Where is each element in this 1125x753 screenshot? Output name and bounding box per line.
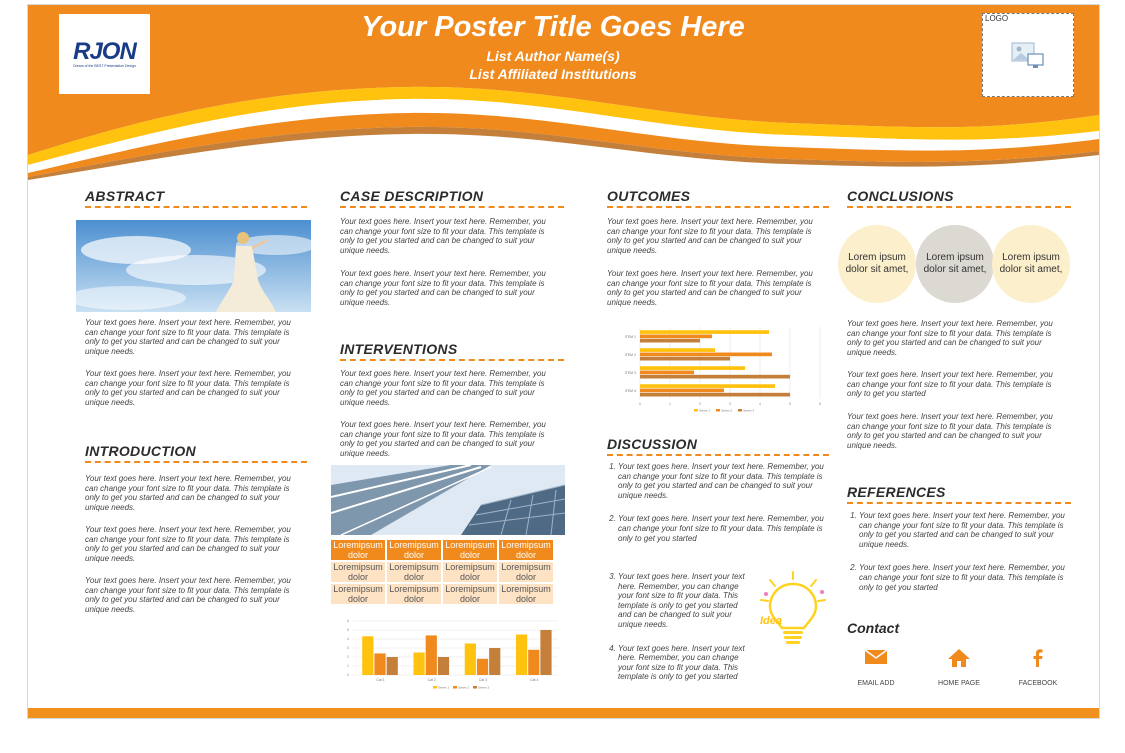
outcomes-paragraph-2: Your text goes here. Insert your text here. Remember, you can change your font size to fit your data. This template is only to get you started and can be changed to suit your unique needs.: [607, 269, 813, 307]
table-cell: Loremipsum dolor: [499, 562, 553, 582]
legend-swatch: [453, 686, 457, 689]
poster-institutions: List Affiliated Institutions: [469, 66, 637, 82]
conclusions-heading: CONCLUSIONS: [847, 188, 1071, 208]
chart-bar: [528, 650, 539, 675]
email-label: EMAIL ADD: [857, 680, 895, 687]
home-icon: [947, 648, 971, 668]
interventions-paragraph-1: Your text goes here. Insert your text here. Remember, you can change your font size to fit your data. This template is only to get you started and can be changed to suit your unique needs.: [340, 369, 546, 407]
introduction-paragraph-3: Your text goes here. Insert your text here. Remember, you can change your font size to fit your data. This template is only to get you started and can be changed to suit your unique needs.: [85, 576, 291, 614]
logo-wordmark: RJON: [73, 38, 136, 65]
legend-swatch: [716, 409, 720, 412]
idea-label: Idea: [760, 615, 783, 627]
reference-item: 2. Your text goes here. Insert your text here. Remember, you can change your font size to fit your data. This template is only to get you started: [859, 563, 1067, 592]
organization-logo: [59, 14, 150, 94]
table-row: [331, 562, 553, 582]
chart-bar: [640, 357, 730, 361]
case-paragraph-1: Your text goes here. Insert your text here. Remember, you can change your font size to fit your data. This template is only to get you started and can be changed to suit your unique needs.: [340, 217, 546, 255]
contact-heading: Contact: [847, 620, 900, 636]
y-tick-label: 0: [347, 673, 349, 678]
legend-swatch: [473, 686, 477, 689]
abstract-paragraph-1: Your text goes here. Insert your text here. Remember, you can change your font size to fit your data. This template is only to get you started and can be changed to suit your unique needs.: [85, 318, 291, 356]
horizontal-bar-chart: [594, 321, 834, 413]
building-photo: [331, 465, 565, 535]
chart-bar: [426, 635, 437, 675]
discussion-item: 3. Your text goes here. Insert your text here. Remember, you can change your font size to fit your data. This template is only to get you started and can be changed to suit your unique needs.: [618, 572, 746, 630]
category-label: ITEM 4: [624, 388, 636, 393]
reference-item: 1. Your text goes here. Insert your text here. Remember, you can change your font size to fit your data. This template is only to get you started and can be changed to suit your unique needs.: [859, 511, 1067, 549]
x-tick-label: 1: [669, 402, 671, 406]
references-heading: REFERENCES: [847, 484, 1071, 504]
x-tick-label: 3: [729, 402, 731, 406]
chart-bar: [640, 389, 724, 393]
legend-swatch: [433, 686, 437, 689]
chart-bar: [640, 353, 772, 357]
references-list-wrap: [847, 511, 1067, 606]
logo-tagline: Dream of the BEST Presentation Design: [73, 64, 136, 68]
x-tick-label: 4: [759, 402, 761, 406]
interventions-heading: INTERVENTIONS: [340, 341, 564, 361]
table-header-cell: Loremipsum dolor: [499, 540, 553, 560]
legend-label: Series 3: [743, 408, 755, 413]
outcomes-paragraph-1: Your text goes here. Insert your text here. Remember, you can change your font size to fit your data. This template is only to get you started and can be changed to suit your unique needs.: [607, 217, 813, 255]
discussion-list-continued: [606, 572, 746, 682]
chart-bar: [640, 330, 769, 334]
x-tick-label: 6: [819, 402, 821, 406]
vertical-bar-chart: [333, 615, 563, 695]
discussion-item: 1. Your text goes here. Insert your text here. Remember, you can change your font size to fit your data. This template is only to get you started and can be changed to suit your unique needs.: [618, 462, 826, 500]
chart-bar: [516, 635, 527, 676]
chart-bar: [640, 393, 790, 397]
facebook-label: FACEBOOK: [1018, 680, 1058, 687]
chart-bar: [640, 371, 694, 375]
discussion-item: 2. Your text goes here. Insert your text here. Remember, you can change your font size to fit your data. This template is only to get you started: [618, 514, 826, 543]
table-header-row: [331, 540, 553, 560]
table-cell: Loremipsum dolor: [443, 562, 497, 582]
table-cell: Loremipsum dolor: [331, 584, 385, 604]
logo-placeholder-label: LOGO: [985, 14, 1009, 23]
category-label: ITEM 2: [624, 352, 636, 357]
chart-bar: [465, 644, 476, 676]
chart-bar: [640, 366, 745, 370]
introduction-paragraph-1: Your text goes here. Insert your text here. Remember, you can change your font size to fit your data. This template is only to get you started and can be changed to suit your unique needs.: [85, 474, 291, 512]
facebook-contact[interactable]: [998, 648, 1078, 687]
category-label: Cat 3: [478, 678, 488, 682]
chart-bar: [640, 335, 712, 339]
category-label: Cat 2: [427, 678, 436, 682]
category-label: ITEM 3: [624, 370, 636, 375]
table-row: [331, 584, 553, 604]
discussion-list-top: [606, 462, 826, 557]
table-header-cell: Loremipsum dolor: [387, 540, 441, 560]
x-tick-label: 2: [699, 402, 701, 406]
category-label: ITEM 1: [624, 334, 636, 339]
poster-authors: List Author Name(s): [486, 48, 620, 64]
poster: [27, 4, 1100, 719]
introduction-paragraph-2: Your text goes here. Insert your text here. Remember, you can change your font size to fit your data. This template is only to get you started and can be changed to suit your unique needs.: [85, 525, 291, 563]
discussion-list-bottom: [606, 572, 746, 696]
chart-bar: [489, 648, 500, 675]
data-table: [329, 538, 555, 606]
outcomes-heading: OUTCOMES: [607, 188, 829, 208]
chart-bar: [362, 636, 373, 675]
interventions-paragraph-2: Your text goes here. Insert your text here. Remember, you can change your font size to fit your data. This template is only to get you started and can be changed to suit your unique needs.: [340, 420, 546, 458]
abstract-heading: ABSTRACT: [85, 188, 307, 208]
chart-bar: [640, 375, 790, 379]
category-label: Cat 1: [376, 678, 385, 682]
table-cell: Loremipsum dolor: [331, 562, 385, 582]
table-cell: Loremipsum dolor: [443, 584, 497, 604]
y-tick-label: 2: [347, 655, 349, 660]
chart-bar: [477, 659, 488, 675]
conclusion-circle: Lorem ipsum dolor sit amet,: [992, 225, 1070, 303]
chart-bar: [374, 653, 385, 675]
legend-label: Series 3: [478, 685, 490, 690]
discussion-list: [606, 462, 826, 543]
discussion-item: 4. Your text goes here. Insert your text here. Remember, you can change your font size to fit your data. This template is only to get you started: [618, 644, 746, 682]
y-tick-label: 5: [347, 628, 349, 633]
y-tick-label: 4: [347, 637, 349, 642]
conclusions-paragraph-3: Your text goes here. Insert your text here. Remember, you can change your font size to fit your data. This template is only to get you started and can be changed to suit your unique needs.: [847, 412, 1053, 450]
conclusion-circle: Lorem ipsum dolor sit amet,: [838, 225, 916, 303]
legend-swatch: [738, 409, 742, 412]
abstract-paragraph-2: Your text goes here. Insert your text here. Remember, you can change your font size to fit your data. This template is only to get you started and can be changed to suit your unique needs.: [85, 369, 291, 407]
lightbulb-idea-icon: [756, 570, 831, 660]
discussion-heading: DISCUSSION: [607, 436, 829, 456]
chart-bar: [413, 653, 424, 676]
x-tick-label: 5: [789, 402, 791, 406]
y-tick-label: 1: [347, 664, 349, 669]
table-cell: Loremipsum dolor: [387, 562, 441, 582]
envelope-icon: [864, 648, 888, 666]
abstract-photo: [76, 220, 311, 312]
chart-bar: [438, 657, 449, 675]
category-label: Cat 4: [530, 678, 539, 682]
legend-label: Series 2: [721, 408, 733, 413]
poster-title: Your Poster Title Goes Here: [361, 11, 745, 43]
table-header-cell: Loremipsum dolor: [443, 540, 497, 560]
case-paragraph-2: Your text goes here. Insert your text here. Remember, you can change your font size to fit your data. This template is only to get you started and can be changed to suit your unique needs.: [340, 269, 546, 307]
chart-bar: [640, 384, 775, 388]
homepage-label: HOME PAGE: [938, 680, 980, 687]
table-header-cell: Loremipsum dolor: [331, 540, 385, 560]
homepage-contact[interactable]: [919, 648, 999, 687]
chart-bar: [540, 630, 551, 675]
x-tick-label: 0: [639, 402, 641, 406]
conclusion-circle: Lorem ipsum dolor sit amet,: [916, 225, 994, 303]
chart-bar: [640, 348, 715, 352]
introduction-heading: INTRODUCTION: [85, 443, 307, 463]
table-cell: Loremipsum dolor: [387, 584, 441, 604]
email-contact[interactable]: [836, 648, 916, 687]
image-placeholder-icon: [1011, 42, 1045, 70]
legend-label: Series 1: [438, 685, 450, 690]
legend-label: Series 1: [699, 408, 711, 413]
legend-swatch: [694, 409, 698, 412]
facebook-icon: [1026, 648, 1050, 668]
chart-bar: [640, 339, 700, 343]
logo-placeholder[interactable]: [982, 13, 1074, 97]
chart-bar: [387, 657, 398, 675]
legend-label: Series 2: [458, 685, 470, 690]
y-tick-label: 6: [347, 619, 349, 624]
footer-bar: [28, 708, 1099, 718]
conclusions-paragraph-2: Your text goes here. Insert your text here. Remember, you can change your font size to fit your data. This template is only to get you started: [847, 370, 1053, 399]
references-list: [847, 511, 1067, 592]
table-cell: Loremipsum dolor: [499, 584, 553, 604]
case-description-heading: CASE DESCRIPTION: [340, 188, 564, 208]
y-tick-label: 3: [347, 646, 349, 651]
conclusions-paragraph-1: Your text goes here. Insert your text here. Remember, you can change your font size to fit your data. This template is only to get you started and can be changed to suit your unique needs.: [847, 319, 1053, 357]
